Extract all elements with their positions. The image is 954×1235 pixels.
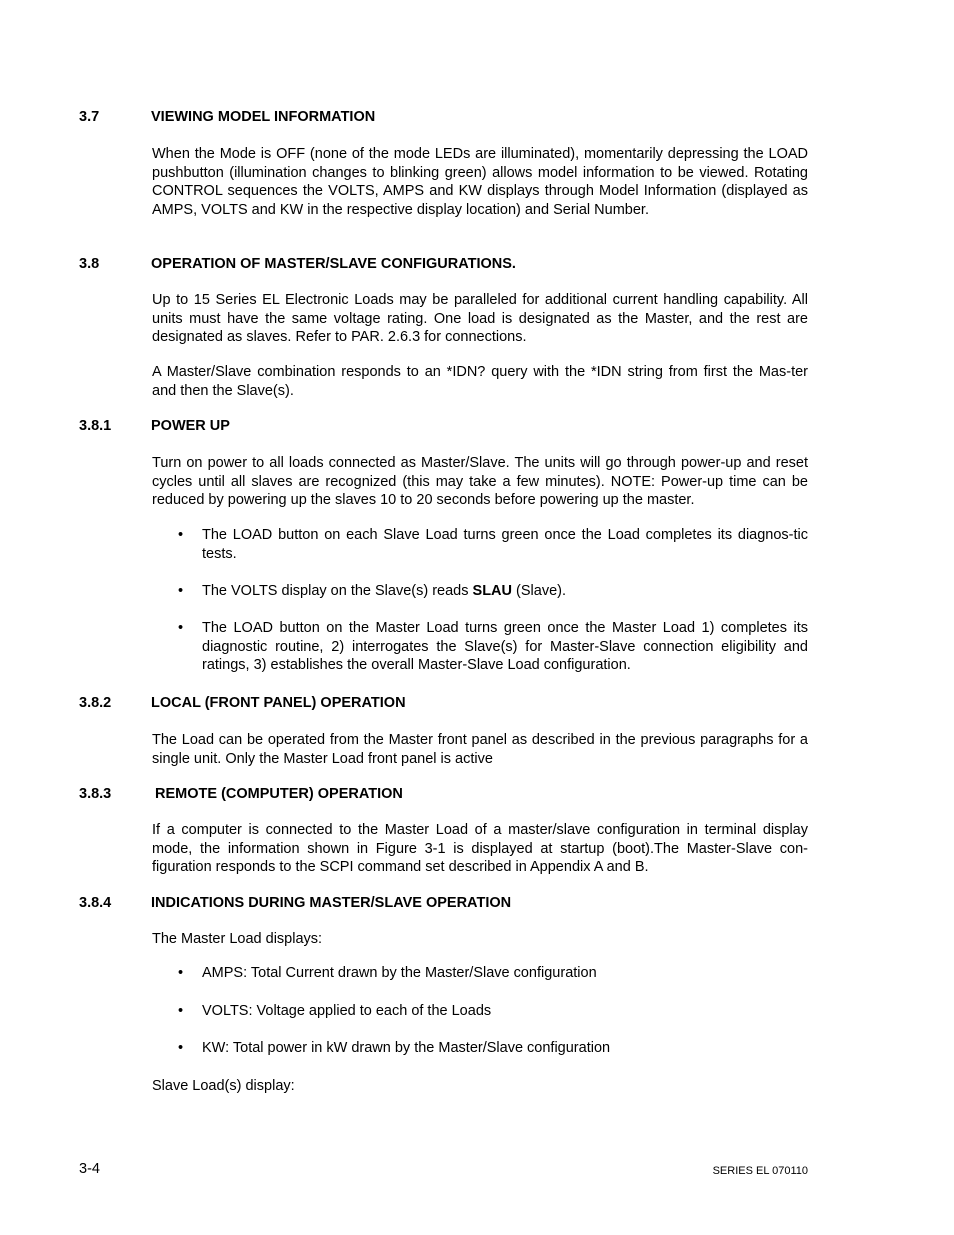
text-run: (Slave). bbox=[512, 583, 567, 599]
section-title: INDICATIONS DURING MASTER/SLAVE OPERATION bbox=[151, 895, 512, 911]
bullet-icon: • bbox=[178, 1003, 184, 1019]
bullet-icon: • bbox=[178, 583, 184, 599]
list-item-text: The LOAD button on each Slave Load turns green once the Load completes its diagnos-tic tests. bbox=[202, 527, 808, 562]
section-number: 3.8.3 bbox=[79, 786, 112, 802]
section-title: POWER UP bbox=[151, 418, 230, 434]
paragraph: If a computer is connected to the Master Load of a master/slave configuration in terminal display mode, the information shown in Figure 3-1 is displayed at startup (boot).The Master-Slave con-figuration responds to the SCPI command set described in Appendix A and B. bbox=[152, 822, 808, 876]
paragraph: A Master/Slave combination responds to an *IDN? query with the *IDN string from first the Mas-ter and then the Slave(s). bbox=[152, 364, 808, 399]
text-run: The VOLTS display on the Slave(s) reads bbox=[202, 583, 473, 599]
bullet-icon: • bbox=[178, 1040, 184, 1056]
section-title: VIEWING MODEL INFORMATION bbox=[151, 109, 376, 125]
paragraph: The Master Load displays: bbox=[152, 931, 323, 947]
list-item-text: VOLTS: Voltage applied to each of the Loads bbox=[202, 1003, 492, 1019]
list-item-text: KW: Total power in kW drawn by the Master/Slave configuration bbox=[202, 1040, 611, 1056]
section-number: 3.7 bbox=[79, 109, 100, 125]
section-number: 3.8.4 bbox=[79, 895, 112, 911]
paragraph: Slave Load(s) display: bbox=[152, 1078, 295, 1094]
bullet-icon: • bbox=[178, 965, 184, 981]
paragraph: When the Mode is OFF (none of the mode LEDs are illuminated), momentarily depressing the LOAD pushbutton (illumination changes to blinking green) allows model information to be viewed. Rotating CONTROL sequences the VOLTS, AMPS and KW displays through Model Information (displayed as AMPS, VOLTS and KW in the respective display location) and Serial Number. bbox=[152, 146, 808, 219]
page-number: 3-4 bbox=[79, 1161, 100, 1177]
section-number: 3.8.2 bbox=[79, 695, 112, 711]
list-item-text: The LOAD button on the Master Load turns green once the Master Load 1) completes its diagnostic routine, 2) interrogates the Slave(s) for Master-Slave connection eligibility and ratings, 3) establishes the overall Master-Slave Load configuration. bbox=[202, 620, 808, 674]
list-item-text bbox=[202, 582, 808, 601]
paragraph: The Load can be operated from the Master front panel as described in the previous paragraphs for a single unit. Only the Master Load front panel is active bbox=[152, 732, 808, 767]
section-title: OPERATION OF MASTER/SLAVE CONFIGURATIONS. bbox=[151, 256, 516, 272]
list-item-text: AMPS: Total Current drawn by the Master/Slave configuration bbox=[202, 965, 597, 981]
section-number: 3.8 bbox=[79, 256, 100, 272]
bullet-icon: • bbox=[178, 527, 184, 543]
section-number: 3.8.1 bbox=[79, 418, 112, 434]
document-id: SERIES EL 070110 bbox=[712, 1165, 808, 1177]
bullet-icon: • bbox=[178, 620, 184, 636]
paragraph: Up to 15 Series EL Electronic Loads may be paralleled for additional current handling capability. All units must have the same voltage rating. One load is designated as the Master, and the rest are designated as slaves. Refer to PAR. 2.6.3 for connections. bbox=[152, 292, 808, 346]
paragraph: Turn on power to all loads connected as Master/Slave. The units will go through power-up and reset cycles until all slaves are recognized (this may take a few minutes). NOTE: Power-up time can be reduced by powering up the slaves 10 to 20 seconds before powering up the master. bbox=[152, 455, 808, 509]
section-title: LOCAL (FRONT PANEL) OPERATION bbox=[151, 695, 406, 711]
emphasis-slau: SLAU bbox=[472, 583, 513, 599]
section-title: REMOTE (COMPUTER) OPERATION bbox=[151, 786, 403, 802]
